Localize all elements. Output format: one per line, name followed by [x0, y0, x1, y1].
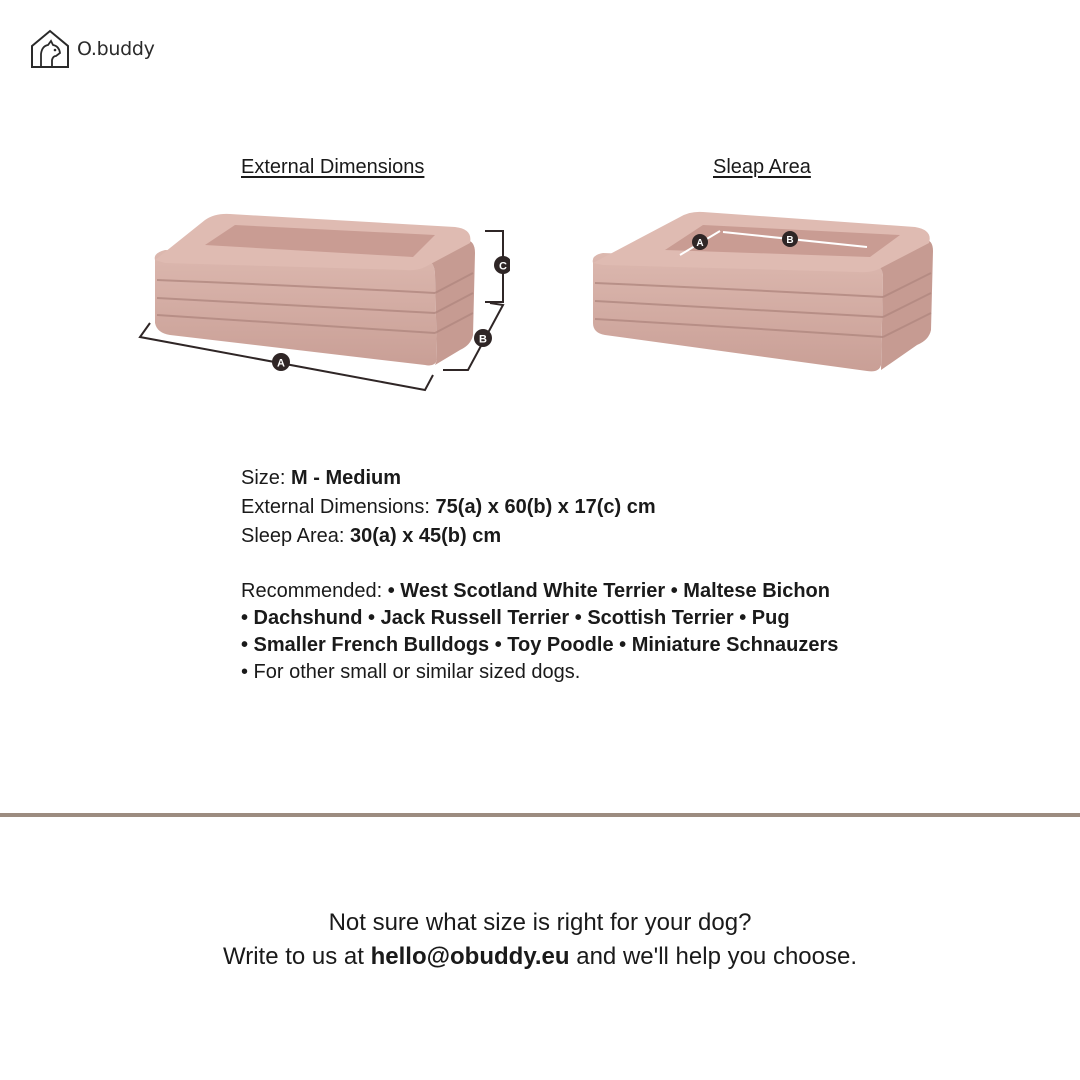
size-label: Size:: [241, 467, 292, 489]
sleep-marker-a-label: A: [696, 238, 704, 249]
recommended-line-1: [241, 578, 881, 605]
breeds-2: • Dachshund • Jack Russell Terrier • Scottish Terrier • Pug: [241, 607, 790, 629]
contact-email-link[interactable]: hello@obuddy.eu: [370, 943, 570, 970]
recommended-line-3: [241, 632, 881, 659]
size-line: [241, 464, 656, 493]
help-line-1: Not sure what size is right for your dog?: [328, 909, 752, 936]
size-specs: [241, 464, 656, 551]
sleep-area-heading: Sleap Area: [713, 156, 811, 178]
external-dimensions-line: [241, 493, 656, 522]
brand-logo[interactable]: [29, 28, 155, 70]
sleep-area-line: [241, 522, 656, 551]
help-line-2-post: and we'll help you choose.: [569, 943, 857, 970]
recommended-label: Recommended:: [241, 580, 388, 602]
recommended-breeds: [241, 578, 881, 686]
help-message: [0, 906, 1080, 974]
breeds-1: • West Scotland White Terrier • Maltese Bichon: [387, 580, 830, 602]
external-value: 75(a) x 60(b) x 17(c) cm: [435, 496, 656, 518]
external-dimensions-diagram: [135, 205, 510, 400]
help-line-2-pre: Write to us at: [223, 943, 371, 970]
sleep-value: 30(a) x 45(b) cm: [349, 525, 502, 547]
sleep-label: Sleep Area:: [241, 525, 350, 547]
brand-name: O.buddy: [77, 38, 155, 60]
section-divider: [0, 813, 1080, 817]
marker-a-label: A: [277, 357, 285, 370]
dog-house-icon: [29, 28, 71, 70]
help-line-2: [0, 940, 1080, 974]
marker-c-label: C: [499, 260, 507, 273]
external-dimensions-heading: External Dimensions: [241, 156, 425, 178]
external-label: External Dimensions:: [241, 496, 436, 518]
recommended-line-2: [241, 605, 881, 632]
sleep-area-diagram: [585, 205, 940, 380]
recommended-line-4: • For other small or similar sized dogs.: [241, 661, 581, 683]
dog-bed-image-left: [155, 214, 475, 366]
sleep-marker-b-label: B: [786, 235, 794, 246]
breeds-3: • Smaller French Bulldogs • Toy Poodle • Miniature Schnauzers: [241, 634, 839, 656]
marker-b-label: B: [479, 333, 487, 346]
size-value: M - Medium: [291, 467, 402, 489]
